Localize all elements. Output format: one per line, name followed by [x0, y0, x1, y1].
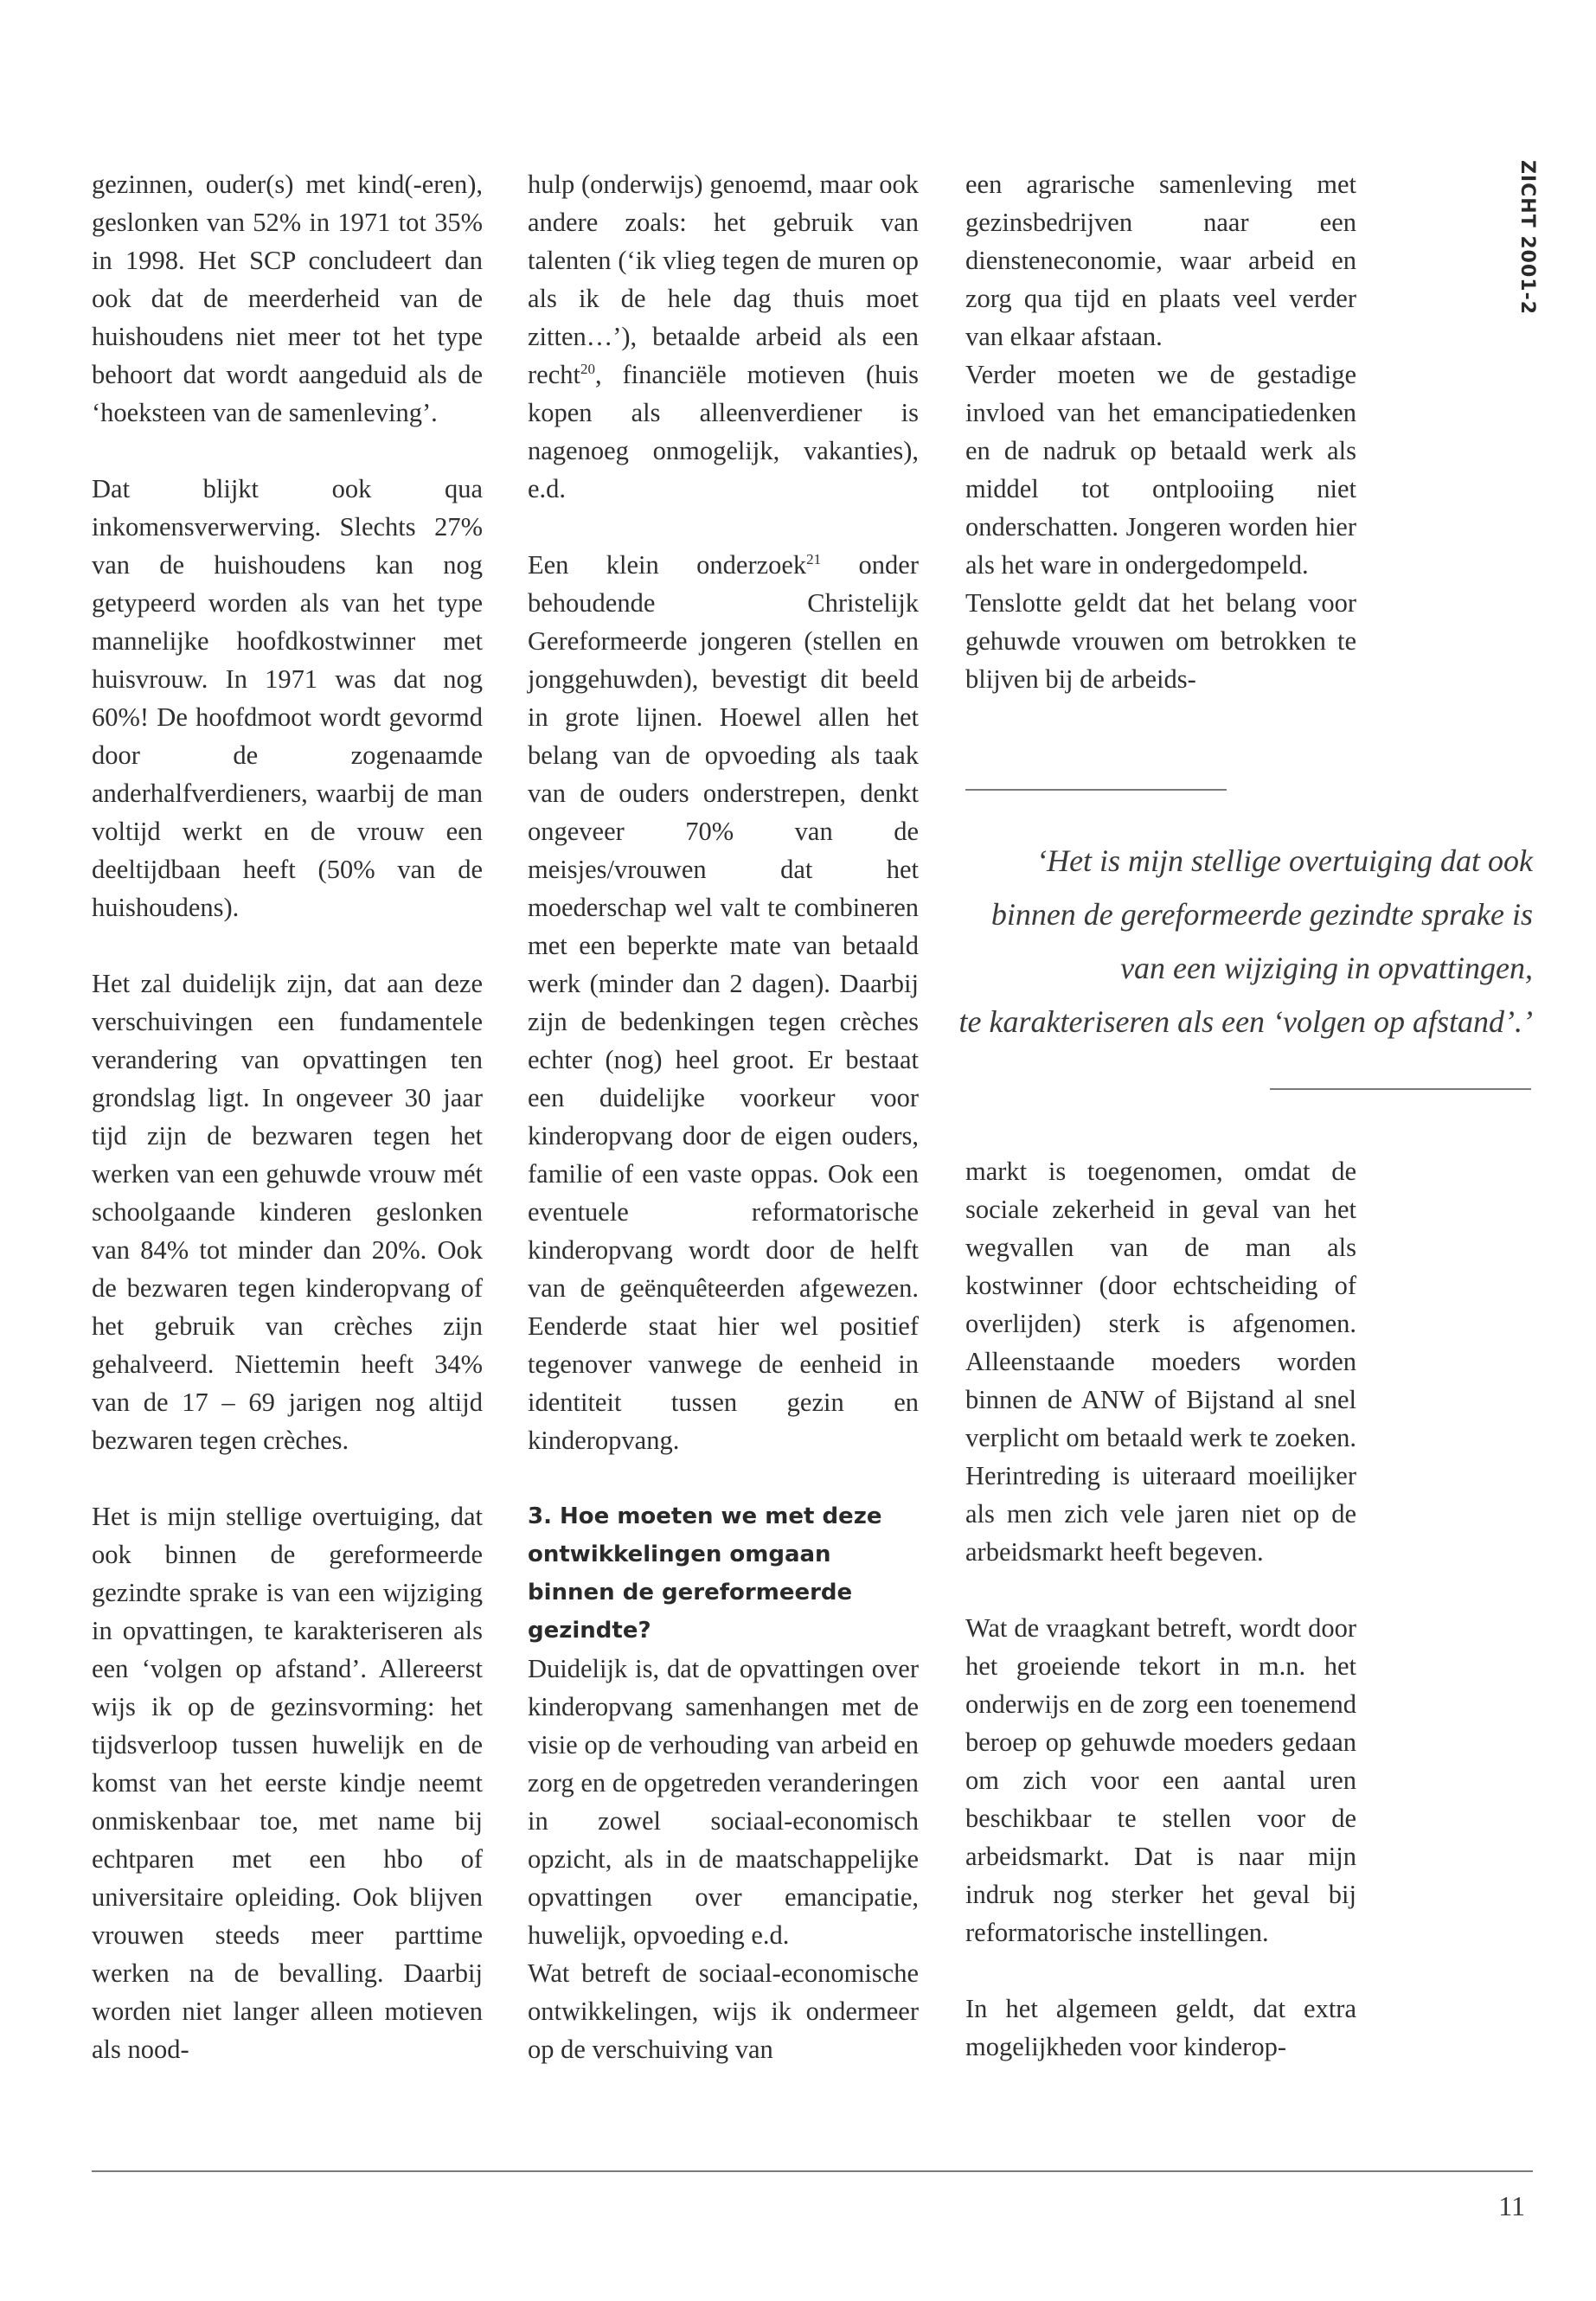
footer-rule: [92, 2170, 1533, 2172]
pull-quote-line: binnen de gereformeerde gezindte sprake is: [990, 897, 1533, 932]
paragraph-text: onder behoudende Christelijk Gereformeerde jongeren (stellen en jonggehuwden), bevestigt dit beeld in grote lijnen. Hoewel allen het belang van de opvoeding als taak van de ouders onderstrepen, denkt ongeveer 70% van de meisjes/vrouwen dat het moederschap wel valt te combineren met een beperkte mate van betaald werk (minder dan 2 dagen). Daarbij zijn de bedenkingen tegen crèches echter (nog) heel groot. Er bestaat een duidelijke voorkeur voor kinderopvang door de eigen ouders, familie of een vaste oppas. Ook een eventuele reformatorische kinderopvang wordt door de helft van de geënquêteerden afgewezen. Eenderde staat hier wel positief tegenover vanwege de eenheid in identiteit tussen gezin en kinderopvang.: [528, 550, 919, 1455]
pull-quote-line: te karakteriseren als een ‘volgen op afstand’.’: [958, 1004, 1533, 1039]
paragraph: [528, 165, 919, 508]
section-heading: 3. Hoe moeten we met deze ontwikkelingen omgaan binnen de gereformeerde gezindte?: [528, 1503, 882, 1644]
text-column-3-bottom: [965, 1152, 1356, 2066]
paragraph: Tenslotte geldt dat het belang voor gehuwde vrouwen om betrokken te blijven bij de arbeids-: [965, 588, 1356, 694]
footnote-marker: 20: [580, 360, 595, 377]
paragraph: Het is mijn stellige overtuiging, dat ook binnen de gereformeerde gezindte sprake is van een wijziging in opvattingen, te karakteriseren als een ‘volgen op afstand’. Allereerst wijs ik op de gezinsvorming: het tijdsverloop tussen huwelijk en de komst van het eerste kindje neemt onmiskenbaar toe, met name bij echtparen met een hbo of universitaire opleiding. Ook blijven vrouwen steeds meer parttime werken na de bevalling. Daarbij worden niet langer alleen motieven als nood-: [92, 1502, 483, 2064]
paragraph: [528, 546, 919, 1459]
paragraph-text: , financiële motieven (huis kopen als alleenverdiener is nagenoeg onmogelijk, vakanties), e.d.: [528, 360, 919, 503]
paragraph: Dat blijkt ook qua inkomensverwerving. Slechts 27% van de huishoudens kan nog getypeerd worden als van het type mannelijke hoofdkostwinner met huisvrouw. In 1971 was dat nog 60%! De hoofdmoot wordt gevormd door de zogenaamde anderhalfverdieners, waarbij de man voltijd werkt en de vrouw een deeltijdbaan heeft (50% van de huishoudens).: [92, 474, 483, 922]
pull-quote-line: ‘Het is mijn stellige overtuiging dat ook: [1036, 843, 1533, 878]
paragraph-text: hulp (onderwijs) genoemd, maar ook andere zoals: het gebruik van talenten (‘ik vlieg tegen de muren op als ik de hele dag thuis moet zitten…’), betaalde arbeid als een recht: [528, 170, 919, 389]
paragraph-text: Een klein onderzoek: [528, 550, 807, 580]
page-number: 11: [1498, 2190, 1525, 2221]
paragraph: Duidelijk is, dat de opvattingen over kinderopvang samenhangen met de visie op de verhouding van arbeid en zorg en de opgetreden veranderingen in zowel sociaal-economisch opzicht, als in de maatschappelijke opvattingen over emancipatie, huwelijk, opvoeding e.d.: [528, 1654, 919, 1950]
running-head: ZICHT 2001-2: [1516, 160, 1538, 316]
text-column-1: [92, 165, 483, 2068]
pull-quote-rule-bottom: [1270, 1088, 1531, 1090]
paragraph: Het zal duidelijk zijn, dat aan deze verschuivingen een fundamentele verandering van opvattingen ten grondslag ligt. In ongeveer 30 jaar tijd zijn de bezwaren tegen het werken van een gehuwde vrouw mét schoolgaande kinderen geslonken van 84% tot minder dan 20%. Ook de bezwaren tegen kinderopvang of het gebruik van crèches zijn gehalveerd. Niettemin heeft 34% van de 17 – 69 jarigen nog altijd bezwaren tegen crèches.: [92, 969, 483, 1455]
paragraph: Verder moeten we de gestadige invloed van het emancipatiedenken en de nadruk op betaald werk als middel tot ontplooiing niet onderschatten. Jongeren worden hier als het ware in ondergedompeld.: [965, 360, 1356, 580]
footnote-marker: 21: [806, 550, 822, 567]
pull-quote-line: van een wijziging in opvattingen,: [1120, 951, 1533, 985]
text-column-3-top: [965, 165, 1356, 698]
paragraph: markt is toegenomen, omdat de sociale zekerheid in geval van het wegvallen van de man als kostwinner (door echtscheiding of overlijden) sterk is afgenomen. Alleenstaande moeders worden binnen de ANW of Bijstand al snel verplicht om betaald werk te zoeken. Herintreding is uiteraard moeilijker als men zich vele jaren niet op de arbeidsmarkt heeft begeven.: [965, 1157, 1356, 1567]
paragraph: In het algemeen geldt, dat extra mogelijkheden voor kinderop-: [965, 1994, 1356, 2061]
paragraph: Wat de vraagkant betreft, wordt door het groeiende tekort in m.n. het onderwijs en de zorg een toenemend beroep op gehuwde moeders gedaan om zich voor een aantal uren beschikbaar te stellen voor de arbeidsmarkt. Dat is naar mijn indruk nog sterker het geval bij reformatorische instellingen.: [965, 1613, 1356, 1947]
paragraph: Wat betreft de sociaal-economische ontwikkelingen, wijs ik ondermeer op de verschuiving van: [528, 1958, 919, 2064]
pull-quote-rule-top: [965, 789, 1227, 791]
pull-quote: [952, 834, 1533, 1048]
paragraph: gezinnen, ouder(s) met kind(-eren), geslonken van 52% in 1971 tot 35% in 1998. Het SCP concludeert dan ook dat de meerderheid van de huishoudens niet meer tot het type behoort dat wordt aangeduid als de ‘hoeksteen van de samenleving’.: [92, 170, 483, 427]
paragraph: een agrarische samenleving met gezinsbedrijven naar een diensteneconomie, waar arbeid en zorg qua tijd en plaats veel verder van elkaar afstaan.: [965, 170, 1356, 351]
text-column-2: [528, 165, 919, 2068]
